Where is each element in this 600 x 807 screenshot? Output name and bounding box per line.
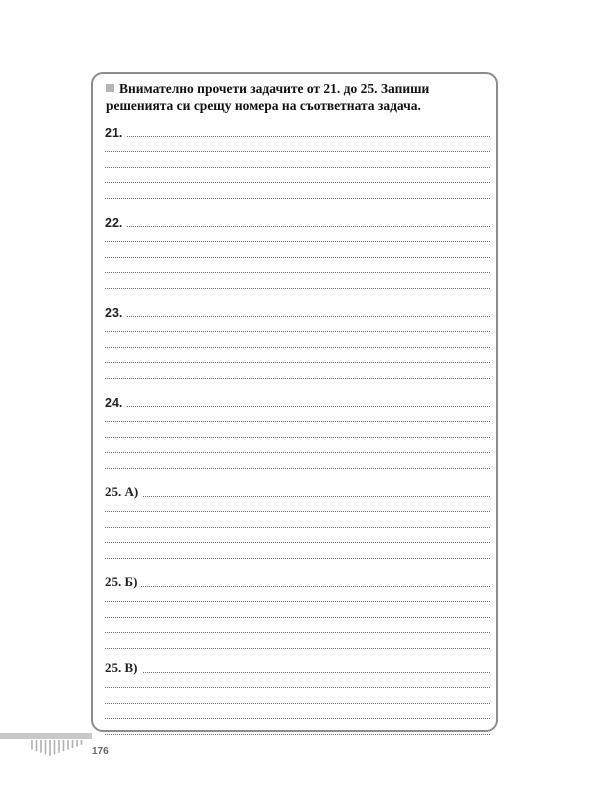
dotted-rule [105,421,490,422]
dotted-rule [105,198,490,199]
answer-line[interactable] [105,457,490,473]
answer-line[interactable] [105,321,490,337]
dotted-rule [105,136,490,137]
task-number-label: 25. В) [105,660,142,676]
answer-line[interactable] [105,622,490,638]
answer-line-first[interactable] [105,395,490,411]
dotted-rule [105,687,490,688]
task-block-3 [105,305,490,383]
answer-line[interactable] [105,411,490,427]
dotted-rule [105,632,490,633]
answer-line[interactable] [105,352,490,368]
dotted-rule [105,734,490,735]
answer-line[interactable] [105,426,490,442]
dotted-rule [105,718,490,719]
dotted-rule [105,288,490,289]
answer-line-first[interactable] [105,575,490,591]
answer-line[interactable] [105,501,490,517]
answer-line[interactable] [105,336,490,352]
dotted-rule [105,316,490,317]
answer-line[interactable] [105,277,490,293]
dotted-rule [105,378,490,379]
dotted-rule [105,226,490,227]
dotted-rule [105,648,490,649]
dotted-rule [105,468,490,469]
answer-line[interactable] [105,246,490,262]
answer-line[interactable] [105,172,490,188]
dotted-rule [105,617,490,618]
dotted-rule [105,272,490,273]
dotted-rule [105,437,490,438]
task-block-1 [105,125,490,203]
instruction-text [106,80,496,114]
answer-line[interactable] [105,677,490,693]
answer-line-first[interactable] [105,661,490,677]
dotted-rule [105,558,490,559]
dotted-rule [105,586,490,587]
task-block-6 [105,575,490,653]
instruction-label: Внимателно прочети задачите от 21. до 25. Запиши решенията си срещу номера на съответната задача. [106,81,430,113]
answer-line-first[interactable] [105,305,490,321]
task-number-label: 23. [105,306,126,320]
dotted-rule [105,182,490,183]
answer-line[interactable] [105,231,490,247]
task-block-2 [105,215,490,293]
answer-line-first[interactable] [105,215,490,231]
dotted-rule [105,167,490,168]
task-number-label: 25. Б) [105,574,141,590]
task-number-label: 24. [105,396,126,410]
answer-line[interactable] [105,516,490,532]
task-block-4 [105,395,490,473]
dotted-rule [105,672,490,673]
answer-line-first[interactable] [105,125,490,141]
dotted-rule [105,496,490,497]
answer-line[interactable] [105,442,490,458]
answer-line[interactable] [105,547,490,563]
dotted-rule [105,452,490,453]
answer-line[interactable] [105,262,490,278]
dotted-rule [105,542,490,543]
answer-line[interactable] [105,156,490,172]
dotted-rule [105,703,490,704]
dotted-rule [105,151,490,152]
answer-line[interactable] [105,708,490,724]
answer-line[interactable] [105,187,490,203]
answer-line[interactable] [105,367,490,383]
answer-line[interactable] [105,637,490,653]
answer-line[interactable] [105,591,490,607]
dotted-rule [105,601,490,602]
answer-line[interactable] [105,141,490,157]
dotted-rule [105,331,490,332]
answer-line[interactable] [105,723,490,739]
dotted-rule [105,241,490,242]
answer-line[interactable] [105,606,490,622]
dotted-rule [105,362,490,363]
dotted-rule [105,347,490,348]
task-number-label: 25. А) [105,484,142,500]
task-block-7 [105,661,490,739]
task-block-5 [105,485,490,563]
dotted-rule [105,527,490,528]
page-number: 176 [92,746,109,757]
task-number-label: 21. [105,126,126,140]
answer-line[interactable] [105,692,490,708]
answer-line[interactable] [105,532,490,548]
footer-ticks-decoration [30,738,88,758]
dotted-rule [105,257,490,258]
dotted-rule [105,406,490,407]
task-number-label: 22. [105,216,126,230]
answer-line-first[interactable] [105,485,490,501]
dotted-rule [105,511,490,512]
bullet-square-icon [106,84,114,92]
